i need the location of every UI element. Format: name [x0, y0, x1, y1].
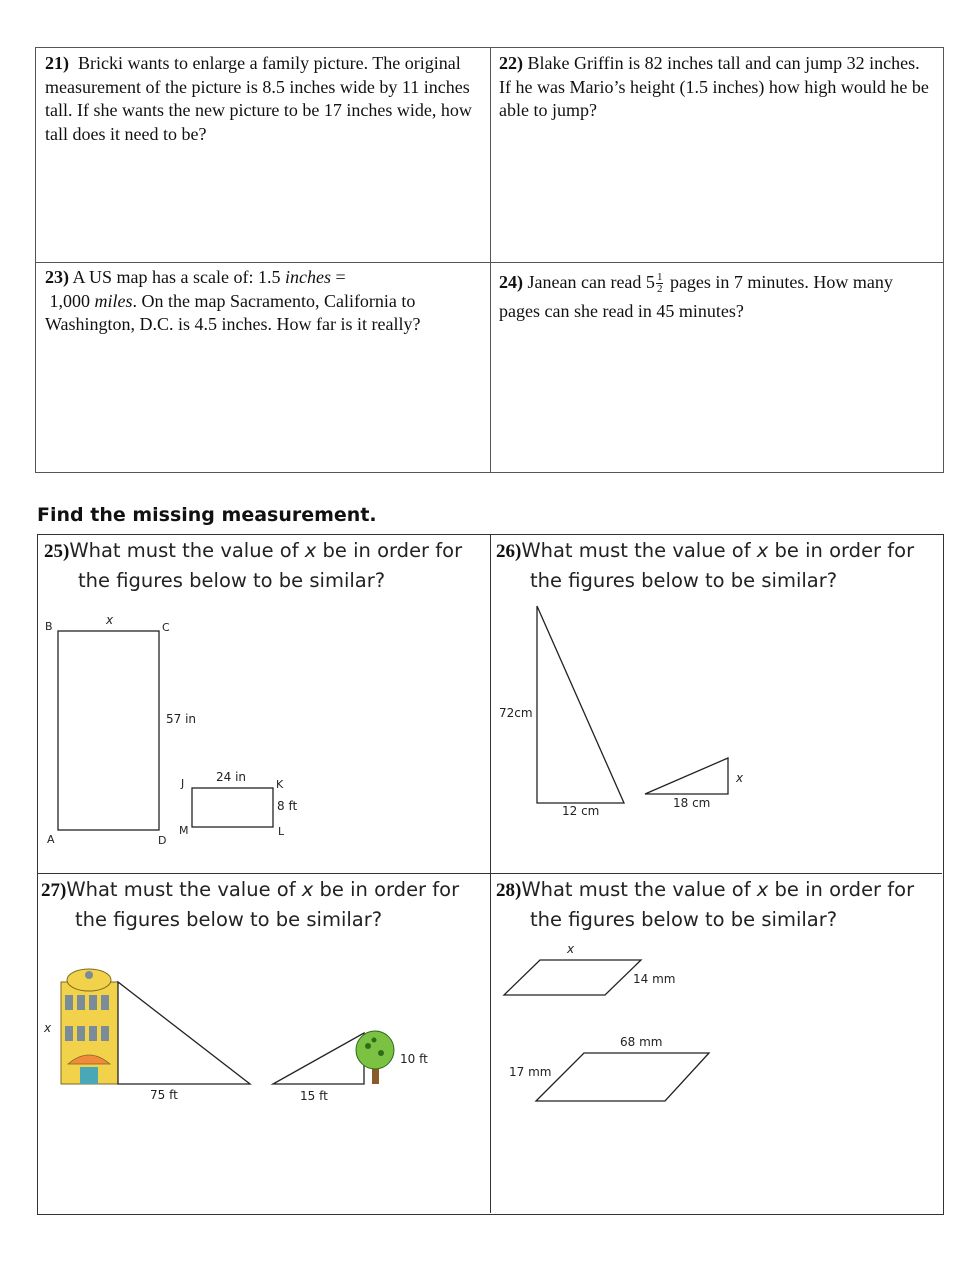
figure-25: [45, 613, 297, 847]
problem-23-number: 23): [45, 267, 69, 287]
label-68-mm: 68 mm: [620, 1035, 663, 1049]
tree-icon: [356, 1031, 394, 1084]
small-rectangle: [192, 788, 273, 827]
label-M: M: [179, 824, 189, 837]
fraction-numerator: 1: [656, 271, 663, 284]
label-57-in: 57 in: [166, 712, 197, 726]
label-J: J: [181, 777, 185, 790]
fraction-denominator: 2: [656, 283, 663, 296]
large-rectangle: [58, 631, 159, 830]
label-72cm: 72cm: [499, 706, 533, 720]
label-75-ft: 75 ft: [150, 1088, 178, 1102]
problem-24-text-a: Janean can read 5: [527, 272, 655, 292]
question-26-number: 26): [496, 541, 522, 562]
question-25-prefix: What must the value of: [69, 539, 299, 562]
problem-22-text: Blake Griffin is 82 inches tall and can jump 32 inches. If he was Mario’s height (1.5 inches) how high would he be able to jump?: [499, 53, 929, 120]
label-18-cm: 18 cm: [673, 796, 711, 810]
figure-27: [43, 969, 428, 1103]
large-parallelogram: [536, 1053, 709, 1101]
question-25-number: 25): [44, 541, 70, 562]
problem-22-number: 22): [499, 53, 523, 73]
problem-23-text-b: . On the map Sacramento, California to Washington, D.C. is 4.5 inches. How far is it really?: [45, 290, 421, 334]
label-x: x: [44, 1021, 52, 1035]
question-28-var: x: [756, 878, 769, 901]
question-25-suffix: be in order for: [322, 539, 463, 562]
label-x: x: [106, 613, 114, 627]
problem-21-number: 21): [45, 53, 69, 73]
question-26-suffix: be in order for: [774, 539, 915, 562]
label-A: A: [47, 833, 55, 846]
label-15-ft: 15 ft: [300, 1089, 328, 1103]
question-27-number: 27): [41, 880, 67, 901]
label-12-cm: 12 cm: [562, 804, 600, 818]
label-B: B: [45, 620, 53, 633]
figure-28: [504, 942, 709, 1101]
label-14-mm: 14 mm: [633, 972, 676, 986]
small-parallelogram: [504, 960, 641, 995]
question-27-var: x: [301, 878, 314, 901]
building-icon: [61, 969, 118, 1084]
problem-23-equals: =: [335, 267, 346, 287]
label-x: x: [736, 771, 744, 785]
label-10-ft: 10 ft: [400, 1052, 428, 1066]
building-triangle: [118, 982, 250, 1084]
question-25-var: x: [304, 539, 317, 562]
question-27-line2: the figures below to be similar?: [75, 908, 383, 931]
label-8-ft: 8 ft: [277, 799, 298, 813]
question-27-prefix: What must the value of: [66, 878, 296, 901]
question-26-var: x: [756, 539, 769, 562]
problem-23-unit-miles: miles: [94, 290, 133, 311]
problem-23-scale-b: 1,000: [49, 290, 90, 311]
problem-24-text-b: pages in 7 minutes. How many pages can she read in 45 minutes?: [499, 272, 893, 321]
question-26-prefix: What must the value of: [521, 539, 751, 562]
label-K: K: [276, 778, 284, 791]
figure-26: [499, 606, 744, 818]
label-D: D: [158, 834, 167, 847]
label-x: x: [567, 942, 575, 956]
problem-23-unit-inches: inches: [284, 267, 331, 287]
problem-24-number: 24): [499, 272, 523, 292]
tree-triangle: [273, 1033, 364, 1084]
label-17-mm: 17 mm: [509, 1065, 552, 1079]
question-28-number: 28): [496, 880, 522, 901]
question-25-line2: the figures below to be similar?: [78, 569, 386, 592]
label-L: L: [278, 825, 285, 838]
small-triangle: [645, 758, 728, 794]
question-27-suffix: be in order for: [319, 878, 460, 901]
label-24-in: 24 in: [216, 770, 247, 784]
question-28-prefix: What must the value of: [521, 878, 751, 901]
label-C: C: [162, 621, 170, 634]
question-28-suffix: be in order for: [774, 878, 915, 901]
section-heading: Find the missing measurement.: [37, 504, 377, 526]
problem-23-text-a: A US map has a scale of: 1.5: [72, 267, 281, 287]
large-triangle: [537, 606, 624, 803]
problem-21-text: Bricki wants to enlarge a family picture. The original measurement of the picture is 8.5 inches wide by 11 inches tall. If she wants the new picture to be 17 inches wide, how tall does it need to be?: [45, 53, 472, 144]
question-26-line2: the figures below to be similar?: [530, 569, 838, 592]
question-28-line2: the figures below to be similar?: [530, 908, 838, 931]
